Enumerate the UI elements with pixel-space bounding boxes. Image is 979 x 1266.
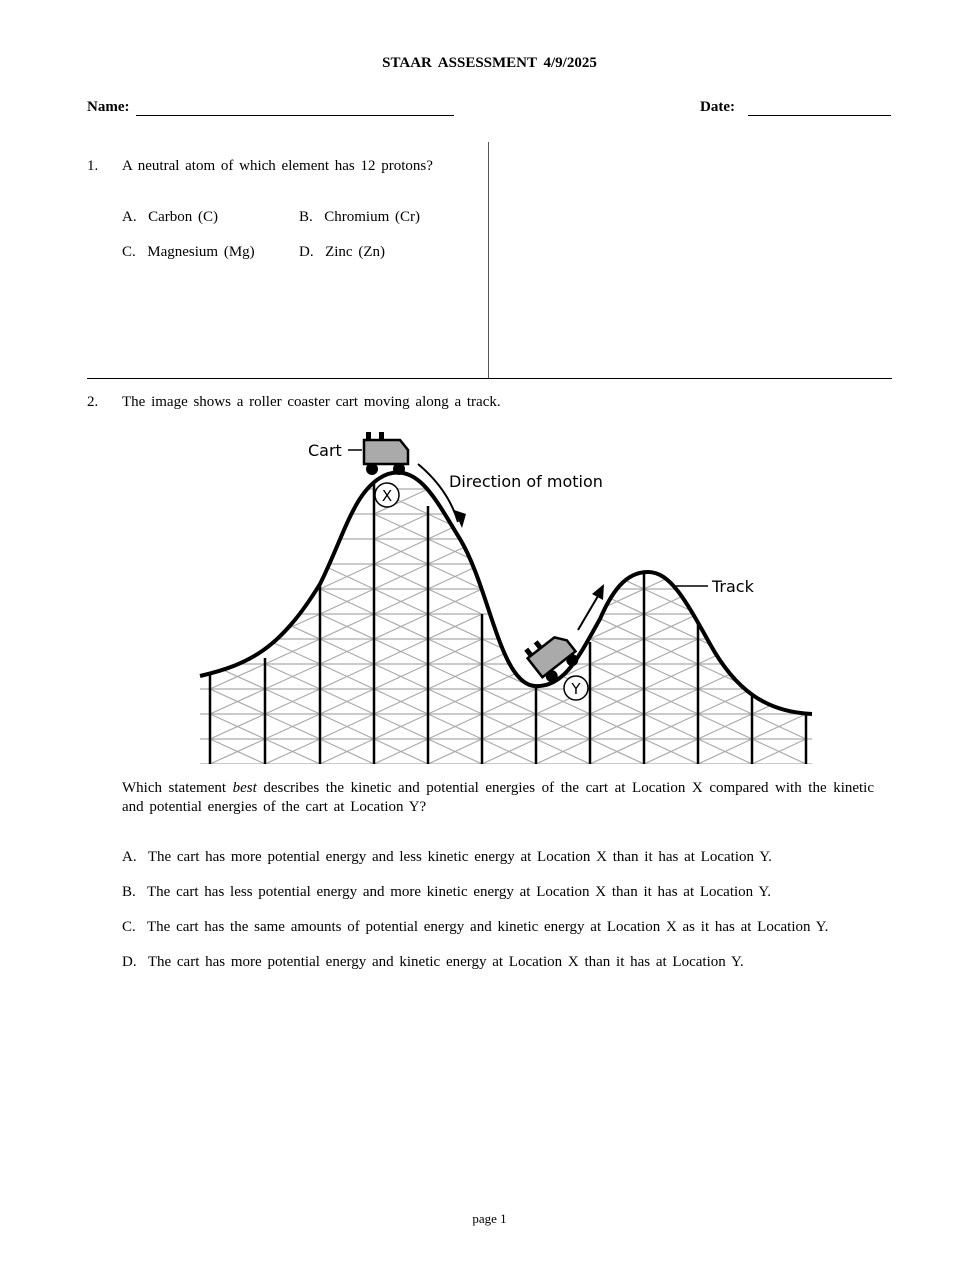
location-y-label: Y <box>571 680 581 698</box>
page-title: STAAR ASSESSMENT 4/9/2025 <box>382 55 597 71</box>
cart-label: Cart <box>308 441 342 460</box>
stem-part: describes the kinetic and potential energies of the cart at Location X compared with the kinetic and potential energies of the cart at Location Y? <box>122 780 875 815</box>
option-letter: A. <box>122 849 137 865</box>
column-divider <box>488 142 489 378</box>
date-field-line[interactable] <box>748 115 891 116</box>
option-text: Zinc (Zn) <box>325 244 385 260</box>
question-2-option-d[interactable] <box>122 954 744 971</box>
name-field-line[interactable] <box>136 115 454 116</box>
stem-emphasis: best <box>232 780 257 796</box>
option-letter: C. <box>122 244 136 260</box>
question-2-number: 2. <box>87 394 99 410</box>
direction-arrow-head-icon <box>454 510 466 528</box>
roller-coaster-figure <box>190 424 830 774</box>
date-label: Date: <box>700 99 735 115</box>
question-2-text: The image shows a roller coaster cart moving along a track. <box>122 394 501 410</box>
question-1-option-a[interactable] <box>122 209 218 226</box>
option-letter: D. <box>299 244 314 260</box>
question-2-option-a[interactable] <box>122 849 772 866</box>
option-text: Chromium (Cr) <box>324 209 421 225</box>
question-1-number: 1. <box>87 158 99 174</box>
question-1-option-b[interactable] <box>299 209 420 226</box>
name-label: Name: <box>87 99 130 115</box>
track-label: Track <box>712 577 754 596</box>
option-text: The cart has more potential energy and less kinetic energy at Location X than it has at Location Y. <box>147 849 772 865</box>
question-1-option-c[interactable] <box>122 244 255 261</box>
question-2-option-b[interactable] <box>122 884 771 901</box>
option-text: The cart has less potential energy and more kinetic energy at Location X than it has at Location Y. <box>147 884 772 900</box>
question-2-option-c[interactable] <box>122 919 828 936</box>
stem-part: Which statement <box>122 780 233 796</box>
section-divider <box>87 378 892 379</box>
option-letter: B. <box>299 209 313 225</box>
option-letter: A. <box>122 209 137 225</box>
location-x-label: X <box>381 487 393 505</box>
page-number: page 1 <box>472 1211 507 1226</box>
cart-top-icon <box>364 432 408 475</box>
option-text: Magnesium (Mg) <box>147 244 255 260</box>
question-1-text: A neutral atom of which element has 12 protons? <box>122 158 433 174</box>
option-letter: D. <box>122 954 137 970</box>
question-1-option-d[interactable] <box>299 244 385 261</box>
option-letter: C. <box>122 919 136 935</box>
question-2-stem <box>122 779 874 817</box>
option-text: Carbon (C) <box>148 209 218 225</box>
option-text: The cart has the same amounts of potential energy and kinetic energy at Location X as it has at Location Y. <box>147 919 829 935</box>
option-text: The cart has more potential energy and kinetic energy at Location X than it has at Location Y. <box>147 954 744 970</box>
direction-label: Direction of motion <box>449 472 603 491</box>
track-lattice <box>200 464 830 764</box>
option-letter: B. <box>122 884 136 900</box>
